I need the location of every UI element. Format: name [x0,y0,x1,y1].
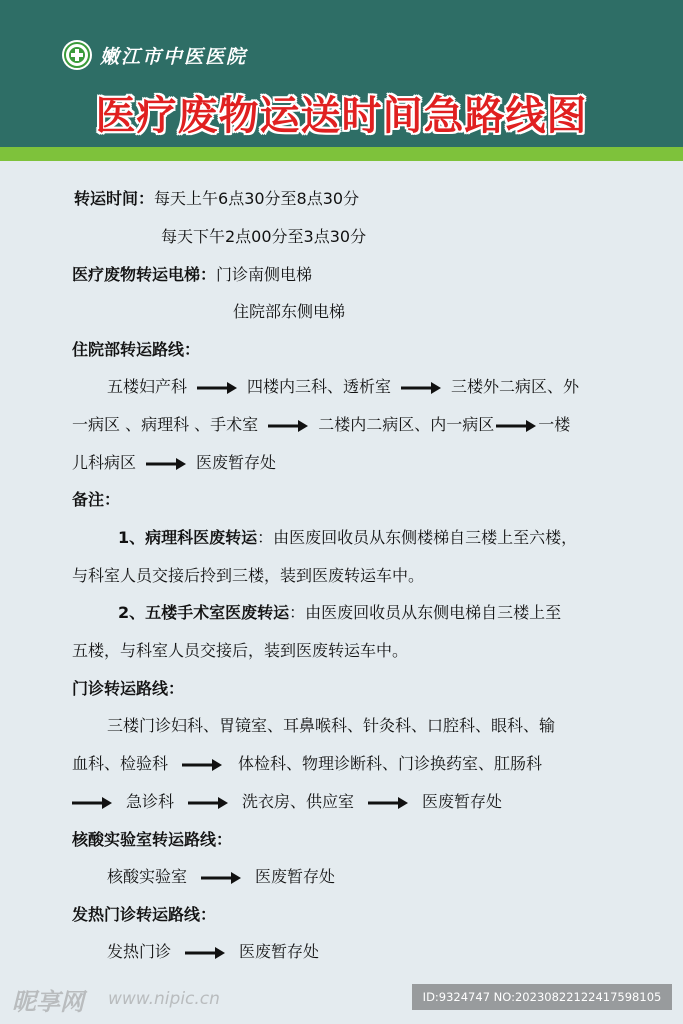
hospital-brand [62,38,247,72]
notes-label: 备注： [72,490,121,509]
outpatient-route-label: 门诊转运路线： [72,679,185,698]
transfer-time-morning: 每天上午6点30分至8点30分 [154,189,360,208]
route-step: 发热门诊 [107,942,172,961]
note-2-line-1 [118,603,561,623]
route-step: 一楼 [538,415,571,434]
route-step: 医废暂存处 [422,792,503,811]
watermark-logo: 昵享网 [12,988,84,1016]
arrow-right-icon [368,797,408,809]
elevator-inpatient: 住院部东侧电梯 [233,302,346,321]
arrow-right-icon [496,420,536,432]
arrow-right-icon [401,382,441,394]
note-1-title: 1、病理科医废转运 [118,528,258,547]
route-step: 五楼妇产科 [107,377,188,396]
outpatient-route-line-3 [72,792,502,812]
outpatient-route-line-1: 三楼门诊妇科、胃镜室、耳鼻喉科、针灸科、口腔科、眼科、输 [107,716,556,735]
route-step: 血科、检验科 [72,754,169,773]
note-1-line-2: 与科室人员交接后拎到三楼，装到医废转运车中。 [72,566,425,585]
arrow-right-icon [188,797,228,809]
image-id-bar: ID:9324747 NO:20230822122417598105 [412,984,672,1010]
hospital-logo-icon [62,40,92,70]
route-step: 三楼外二病区、外 [451,377,580,396]
route-step: 急诊科 [126,792,175,811]
lab-route-line [107,867,335,887]
page-title: 医疗废物运送时间急路线图 [95,93,588,139]
note-2-text: ：由医废回收员从东侧电梯自三楼上至 [289,603,562,622]
arrow-right-icon [146,458,186,470]
fever-route-line [107,942,319,962]
arrow-right-icon [201,872,241,884]
watermark-url: www.nipic.cn [108,989,220,1009]
route-step: 洗衣房、供应室 [242,792,355,811]
note-2-line-2: 五楼，与科室人员交接后，装到医废转运车中。 [72,641,409,660]
transfer-time-afternoon: 每天下午2点00分至3点30分 [161,227,367,246]
route-step: 一病区 、病理科 、手术室 [72,415,259,434]
note-1-text: ：由医废回收员从东侧楼梯自三楼上至六楼， [257,528,578,547]
elevator-label: 医疗废物转运电梯： [72,265,217,284]
note-1-line-1 [118,528,577,548]
route-step: 二楼内二病区、内一病区 [318,415,495,434]
arrow-right-icon [182,759,222,771]
hospital-name: 嫩江市中医医院 [100,45,248,68]
fever-route-label: 发热门诊转运路线： [72,905,217,924]
route-step: 核酸实验室 [107,867,188,886]
route-step: 医废暂存处 [255,867,336,886]
route-step: 儿科病区 [72,453,137,472]
outpatient-route-line-2 [72,754,542,774]
note-2-title: 2、五楼手术室医废转运 [118,603,290,622]
route-step: 医废暂存处 [239,942,320,961]
arrow-right-icon [72,797,112,809]
transfer-time-row [74,189,359,209]
accent-stripe [0,147,683,161]
inpatient-route-line-3 [72,453,276,473]
elevator-row [72,265,312,285]
route-step: 四楼内三科、透析室 [247,377,392,396]
arrow-right-icon [268,420,308,432]
elevator-outpatient: 门诊南侧电梯 [216,265,313,284]
route-step: 医废暂存处 [196,453,277,472]
lab-route-label: 核酸实验室转运路线： [72,830,233,849]
inpatient-route-label: 住院部转运路线： [72,340,201,359]
inpatient-route-line-1 [107,377,579,397]
route-step: 体检科、物理诊断科、门诊换药室、肛肠科 [238,754,543,773]
arrow-right-icon [185,947,225,959]
inpatient-route-line-2 [72,415,570,435]
arrow-right-icon [197,382,237,394]
transfer-time-label: 转运时间： [74,189,155,208]
